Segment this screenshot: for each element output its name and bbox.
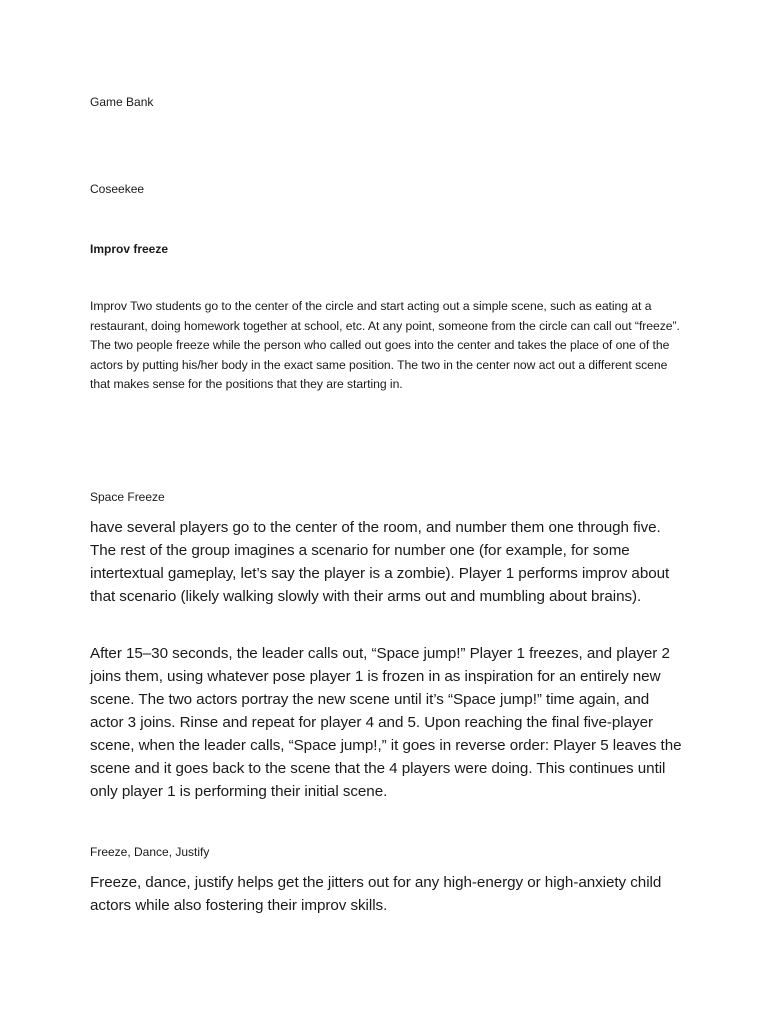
section-heading-freeze-dance-justify: Freeze, Dance, Justify xyxy=(90,845,210,859)
section-paragraph: After 15–30 seconds, the leader calls out, “Space jump!” Player 1 freezes, and player 2 joins them, using whatever pose player 1 is frozen in as inspiration for an entirely new scene. The two actors portray the new scene until it’s “Space jump!” time again, and actor 3 joins. Rinse and repeat for player 4 and 5. Upon reaching the final five-player scene, when the leader calls, “Space jump!,” it goes in reverse order: Player 5 leaves the scene and it goes back to the scene that the 4 players were doing. This continues until only player 1 is performing their initial scene. xyxy=(90,645,682,800)
section-heading-space-freeze: Space Freeze xyxy=(90,490,165,504)
group-name: Coseekee xyxy=(90,182,145,196)
section-paragraph: have several players go to the center of the room, and number them one through five. The rest of the group imagines a scenario for number one (for example, for some intertextual gameplay, let’s say the player is a zombie). Player 1 performs improv about that scenario (likely walking slowly with their arms out and mumbling about brains). xyxy=(90,519,670,605)
document-title: Game Bank xyxy=(90,95,154,109)
section-paragraph: Freeze, dance, justify helps get the jitters out for any high-energy or high-anxiety child actors while also fostering their improv skills. xyxy=(90,874,662,914)
section-heading-improv-freeze: Improv freeze xyxy=(90,242,169,256)
section-paragraph: Improv Two students go to the center of the circle and start acting out a simple scene, such as eating at a restaurant, doing homework together at school, etc. At any point, someone from the circle can call out “freeze”. The two people freeze while the person who called out goes into the center and takes the place of one of the actors by putting his/her body in the exact same position. The two in the center now act out a different scene that makes sense for the positions that they are starting in. xyxy=(90,299,680,391)
